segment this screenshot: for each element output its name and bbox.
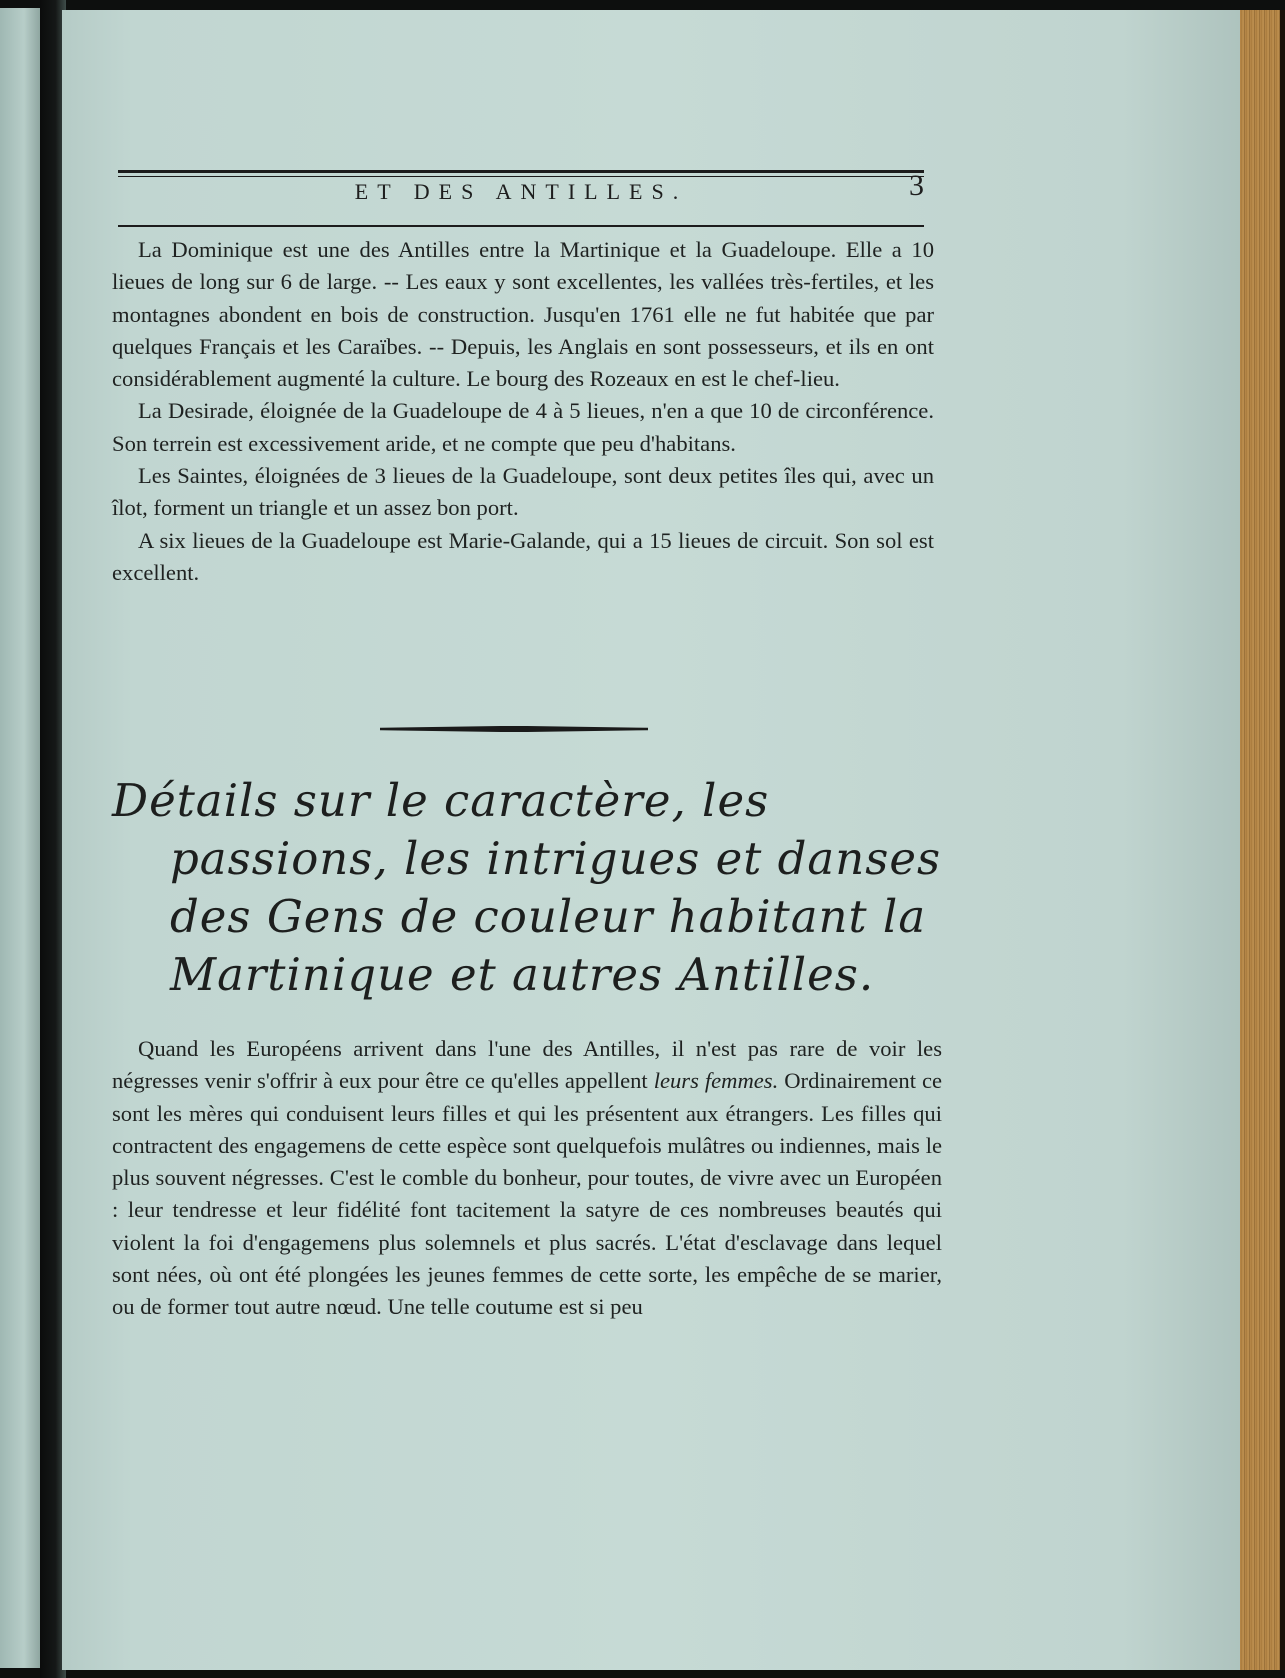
page-number: 3 — [909, 169, 924, 202]
facing-page-edge — [0, 8, 40, 1668]
paragraph-saintes: Les Saintes, éloignées de 3 lieues de la Guadeloupe, sont deux petites îles qui, avec un îlot, forment un triangle et un assez bon port. — [112, 463, 934, 521]
body-text-block — [112, 1033, 942, 1324]
paragraph-dominique: La Dominique est une des Antilles entre la Martinique et la Guadeloupe. Elle a 10 lieues de long sur 6 de large. -- Les eaux y sont excellentes, les vallées très-fertiles, et les montagnes abondent en bois de construction. Jusqu'en 1761 elle ne fut habitée que par quelques Français et les Caraïbes. -- Depuis, les Anglais en sont possesseurs, et ils en ont considérablement augmenté la culture. Le bourg des Rozeaux en est le chef-lieu. — [112, 237, 934, 392]
running-head: ET DES ANTILLES. — [354, 179, 688, 204]
body-rest: Ordinairement ce sont les mères qui conduisent leurs filles et qui les présentent aux étrangers. Les filles qui contractent des engagemens de cette espèce sont quelquefois mulâtres ou indiennes, mais le plus souvent négresses. C'est le comble du bonheur, pour toutes, de vivre avec un Européen : leur tendresse et leur fidélité font tacitement la satyre de ces nombreuses beautés qui violent la foi d'engagemens plus solemnels et plus sacrés. L'état d'esclavage dans lequel sont nées, où ont été plongées les jeunes femmes de cette sorte, les empêche de se marier, ou de former tout autre nœud. Une telle coutume est si peu — [112, 1068, 943, 1320]
page-block-edge — [1240, 10, 1280, 1670]
top-text-block — [112, 234, 934, 589]
body-lead: Quand les Européens arrivent dans l'une des Antilles, il n'est pas rare de voir les négresses venir s'offrir à eux pour être ce qu'elles appellent — [112, 1036, 942, 1094]
paragraph-desirade: La Desirade, éloignée de la Guadeloupe de 4 à 5 lieues, n'en a que 10 de circonférence. Son terrein est excessivement aride, et ne compte que peu d'habitans. — [112, 398, 934, 456]
section-title: Détails sur le caractère, les passions, les intrigues et danses des Gens de couleur habitant la Martinique et autres Antilles. — [112, 774, 942, 1001]
paragraph-marie-galande: A six lieues de la Guadeloupe est Marie-Galande, qui a 15 lieues de circuit. Son sol est excellent. — [112, 527, 934, 585]
page-header — [118, 170, 924, 227]
body-paragraph — [112, 1033, 942, 1324]
body-italic-phrase: leurs femmes. — [653, 1068, 779, 1094]
